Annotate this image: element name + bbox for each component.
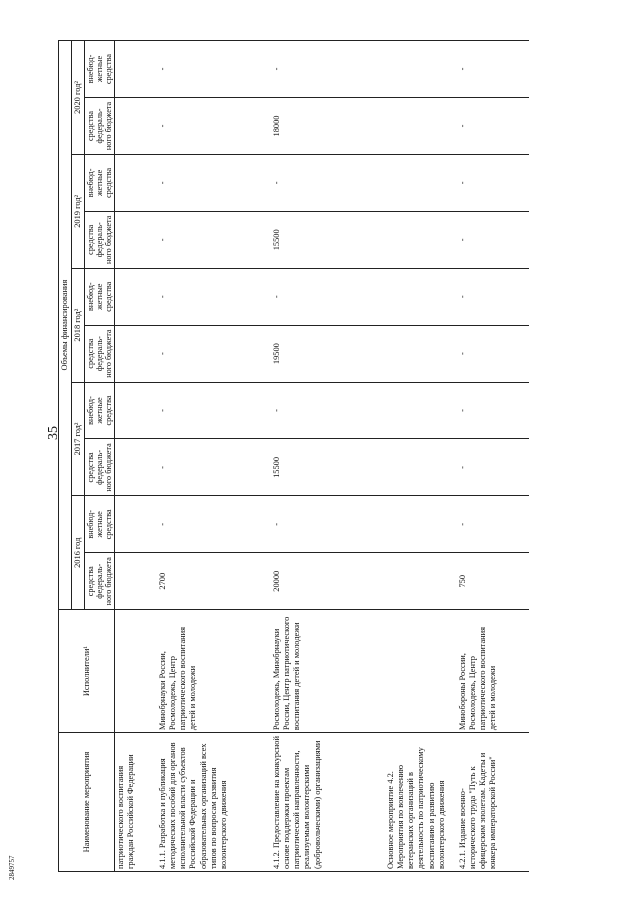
value-cell: - bbox=[457, 268, 529, 325]
header-year: 2020 год² bbox=[72, 41, 85, 155]
row-name: 4.2.1. Издание военно- исторического труда "Путь к офицерским эполетам. Кадеты и юнкера императорской России" bbox=[457, 733, 529, 872]
value-cell bbox=[115, 41, 158, 98]
value-cell bbox=[115, 98, 158, 155]
value-cell bbox=[385, 553, 457, 610]
value-cell: - bbox=[157, 382, 271, 439]
value-cell: - bbox=[457, 154, 529, 211]
value-cell bbox=[115, 325, 158, 382]
value-cell: 15500 bbox=[271, 211, 385, 268]
header-fed: средства федераль- ного бюджета bbox=[85, 325, 115, 382]
value-cell bbox=[385, 98, 457, 155]
header-year: 2018 год² bbox=[72, 268, 85, 382]
value-cell: - bbox=[271, 496, 385, 553]
value-cell: - bbox=[457, 439, 529, 496]
value-cell bbox=[385, 496, 457, 553]
value-cell: - bbox=[157, 496, 271, 553]
value-cell bbox=[385, 154, 457, 211]
value-cell: 18000 bbox=[271, 98, 385, 155]
value-cell bbox=[115, 439, 158, 496]
value-cell: - bbox=[157, 41, 271, 98]
value-cell: - bbox=[271, 41, 385, 98]
value-cell: - bbox=[457, 211, 529, 268]
header-executors: Исполнители¹ bbox=[59, 610, 115, 733]
value-cell: - bbox=[157, 325, 271, 382]
document-code: 2849757 bbox=[8, 855, 16, 880]
row-executors bbox=[115, 610, 158, 733]
value-cell bbox=[115, 496, 158, 553]
value-cell: 750 bbox=[457, 553, 529, 610]
row-executors bbox=[385, 610, 457, 733]
value-cell: - bbox=[457, 98, 529, 155]
table-row bbox=[157, 41, 271, 872]
row-name: 4.1.1. Разработка и публикация методических пособий для органов исполнительной власти субъектов Российской Федерации и образовательных организаций всех типов по вопросам развития волонтерского движения bbox=[157, 733, 271, 872]
table-row bbox=[457, 41, 529, 872]
value-cell bbox=[385, 382, 457, 439]
value-cell: - bbox=[157, 439, 271, 496]
header-ext: внебюд- жетные средства bbox=[85, 154, 115, 211]
value-cell bbox=[115, 268, 158, 325]
value-cell: 19500 bbox=[271, 325, 385, 382]
page-number: 35 bbox=[46, 426, 61, 440]
value-cell: - bbox=[457, 41, 529, 98]
row-name: 4.1.2. Предоставление на конкурсной основе поддержки проектам патриотической направленности, реализуемым волонтерскими (добровольческими) организациями bbox=[271, 733, 385, 872]
header-ext: внебюд- жетные средства bbox=[85, 268, 115, 325]
rotated-table-container bbox=[58, 40, 624, 872]
header-fed: средства федераль- ного бюджета bbox=[85, 211, 115, 268]
row-executors: Росмолодежь, Минобрнауки России, Центр патриотического воспитания детей и молодежи bbox=[271, 610, 385, 733]
header-volumes: Объемы финансирования bbox=[59, 41, 72, 610]
value-cell: - bbox=[457, 496, 529, 553]
financing-table bbox=[58, 40, 529, 872]
header-year: 2016 год bbox=[72, 496, 85, 610]
value-cell bbox=[115, 553, 158, 610]
value-cell: - bbox=[271, 268, 385, 325]
row-name: Основное мероприятие 4.2. Мероприятия по вовлечению ветеранских организаций в деятельность по патриотическому воспитанию и развитию волонтерского движения bbox=[385, 733, 457, 872]
header-ext: внебюд- жетные средства bbox=[85, 382, 115, 439]
row-executors: Минобороны России, Росмолодежь, Центр патриотического воспитания детей и молодежи bbox=[457, 610, 529, 733]
value-cell: - bbox=[457, 382, 529, 439]
value-cell bbox=[115, 154, 158, 211]
value-cell: - bbox=[271, 382, 385, 439]
value-cell: - bbox=[271, 154, 385, 211]
value-cell: 15500 bbox=[271, 439, 385, 496]
header-year: 2017 год² bbox=[72, 382, 85, 496]
header-fed: средства федераль- ного бюджета bbox=[85, 439, 115, 496]
value-cell bbox=[115, 211, 158, 268]
value-cell bbox=[385, 268, 457, 325]
value-cell: - bbox=[457, 325, 529, 382]
row-name: патриотического воспитания граждан Российской Федерации bbox=[115, 733, 158, 872]
header-fed: средства федераль- ного бюджета bbox=[85, 98, 115, 155]
table-row bbox=[385, 41, 457, 872]
table-row bbox=[271, 41, 385, 872]
value-cell: 2700 bbox=[157, 553, 271, 610]
header-ext: внебюд- жетные средства bbox=[85, 41, 115, 98]
value-cell bbox=[385, 325, 457, 382]
value-cell: - bbox=[157, 211, 271, 268]
table-row bbox=[115, 41, 158, 872]
value-cell: - bbox=[157, 268, 271, 325]
row-executors: Минобрнауки России, Росмолодежь, Центр патриотического воспитания детей и молодежи bbox=[157, 610, 271, 733]
value-cell bbox=[115, 382, 158, 439]
header-year: 2019 год² bbox=[72, 154, 85, 268]
value-cell: - bbox=[157, 154, 271, 211]
value-cell: 20000 bbox=[271, 553, 385, 610]
value-cell bbox=[385, 439, 457, 496]
header-fed: средства федераль- ного бюджета bbox=[85, 553, 115, 610]
value-cell: - bbox=[157, 98, 271, 155]
header-ext: внебюд- жетные средства bbox=[85, 496, 115, 553]
header-name: Наименование мероприятия bbox=[59, 733, 115, 872]
value-cell bbox=[385, 211, 457, 268]
value-cell bbox=[385, 41, 457, 98]
